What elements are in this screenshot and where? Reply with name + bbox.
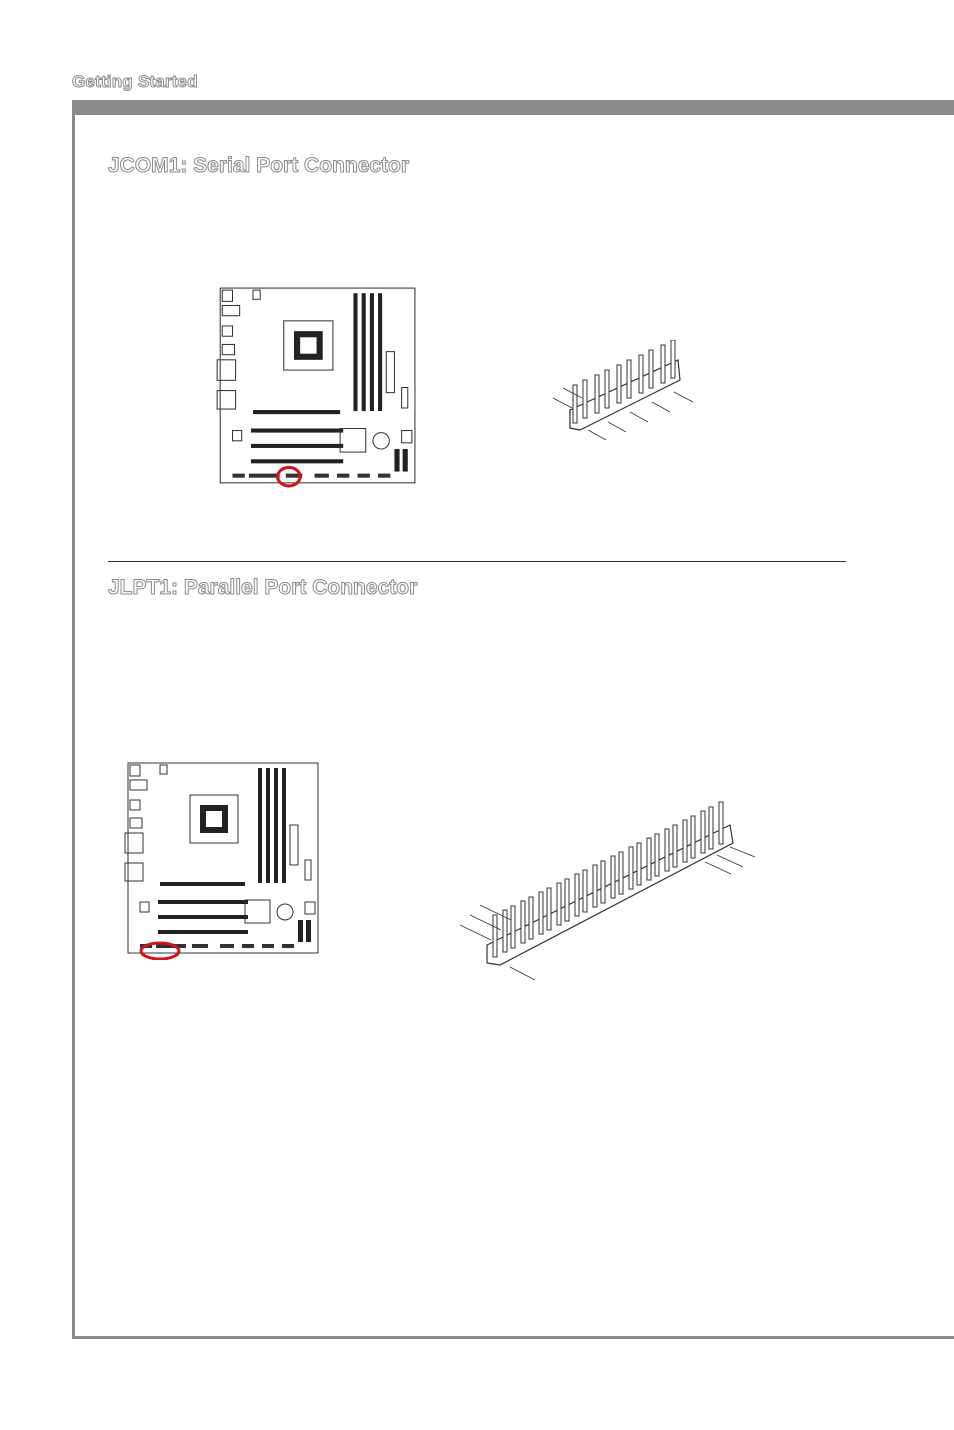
section-label: Getting Started [72, 72, 198, 91]
motherboard-jlpt1-icon [120, 760, 320, 960]
jlpt1-title: JLPT1: Parallel Port Connector [108, 576, 418, 599]
pin-header-2x5-icon [548, 340, 708, 445]
header-bar [72, 100, 954, 115]
bottom-rule [72, 1336, 954, 1339]
left-margin-rule [72, 100, 75, 1339]
pin-header-2x13-icon [455, 785, 765, 985]
jcom1-title: JCOM1: Serial Port Connector [108, 154, 410, 177]
motherboard-jcom1-icon [212, 285, 417, 490]
section-separator [108, 561, 846, 562]
